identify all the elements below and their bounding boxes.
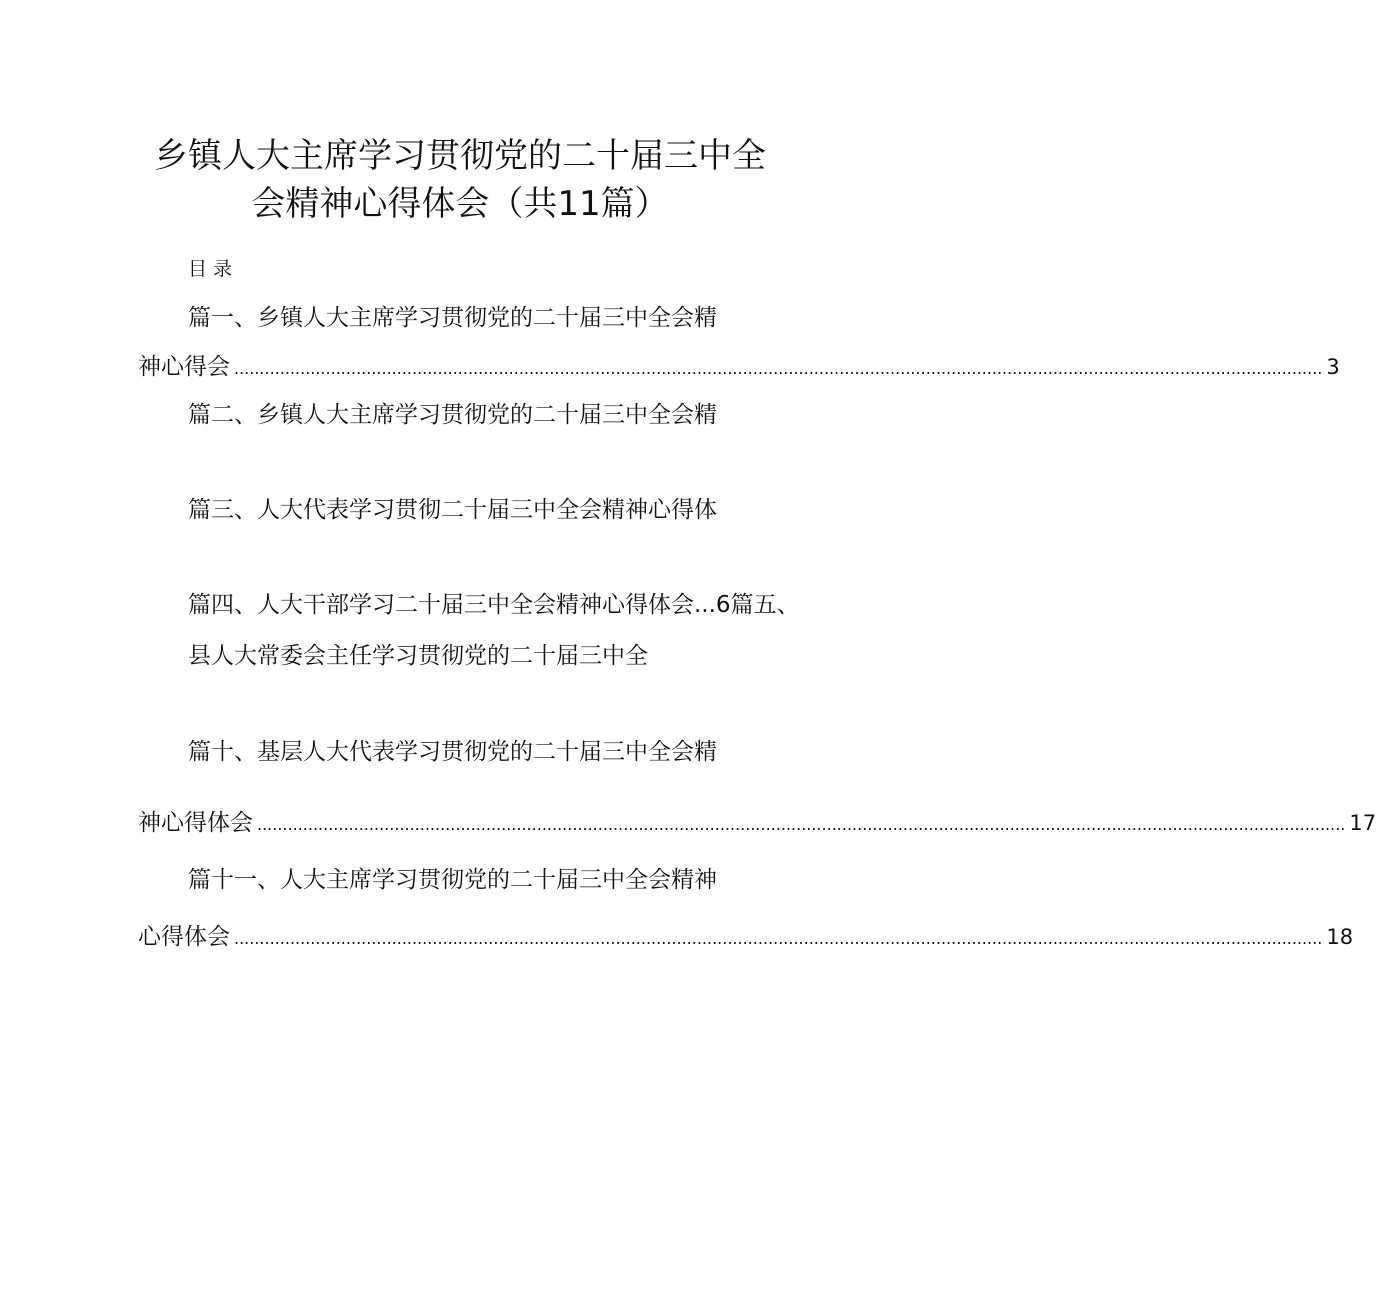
toc-entry-1-label: 神心得会 [138,354,230,380]
toc-entry-6-label: 心得体会 [138,924,230,950]
toc-entry-2-line-1: 篇二、乡镇人大主席学习贯彻党的二十届三中全会精 [188,402,717,428]
toc-entry-4-line-2: 县人大常委会主任学习贯彻党的二十届三中全 [188,643,648,669]
toc-heading: 目录 [188,258,239,280]
toc-entry-5-label: 神心得体会 [138,810,253,836]
toc-entry-1-line-1: 篇一、乡镇人大主席学习贯彻党的二十届三中全会精 [188,305,717,331]
toc-entry-1-line-2 [138,351,1340,385]
toc-entry-1-page: 3 [1326,355,1340,379]
dot-leader: ...................................................................................................................................................................................................................... [257,815,1346,834]
document-title-line-1: 乡镇人大主席学习贯彻党的二十届三中全 [154,136,766,176]
toc-entry-5-line-1: 篇十、基层人大代表学习贯彻党的二十届三中全会精 [188,739,717,765]
document-title-line-2: 会精神心得体会（共11篇） [251,184,669,224]
toc-entry-6-page: 18 [1326,925,1354,949]
dot-leader: ...................................................................................................................................................................................................................... [234,359,1323,378]
toc-entry-5-page: 17 [1349,811,1376,835]
toc-entry-6-line-2 [138,921,1354,955]
toc-entry-5-line-2 [138,807,1376,841]
dot-leader: ...................................................................................................................................................................................................................... [234,929,1323,948]
toc-entry-6-line-1: 篇十一、人大主席学习贯彻党的二十届三中全会精神 [188,867,717,893]
toc-entry-3-line-1: 篇三、人大代表学习贯彻二十届三中全会精神心得体 [188,497,717,523]
toc-entry-4-line-1: 篇四、人大干部学习二十届三中全会精神心得体会...6篇五、 [188,592,800,618]
